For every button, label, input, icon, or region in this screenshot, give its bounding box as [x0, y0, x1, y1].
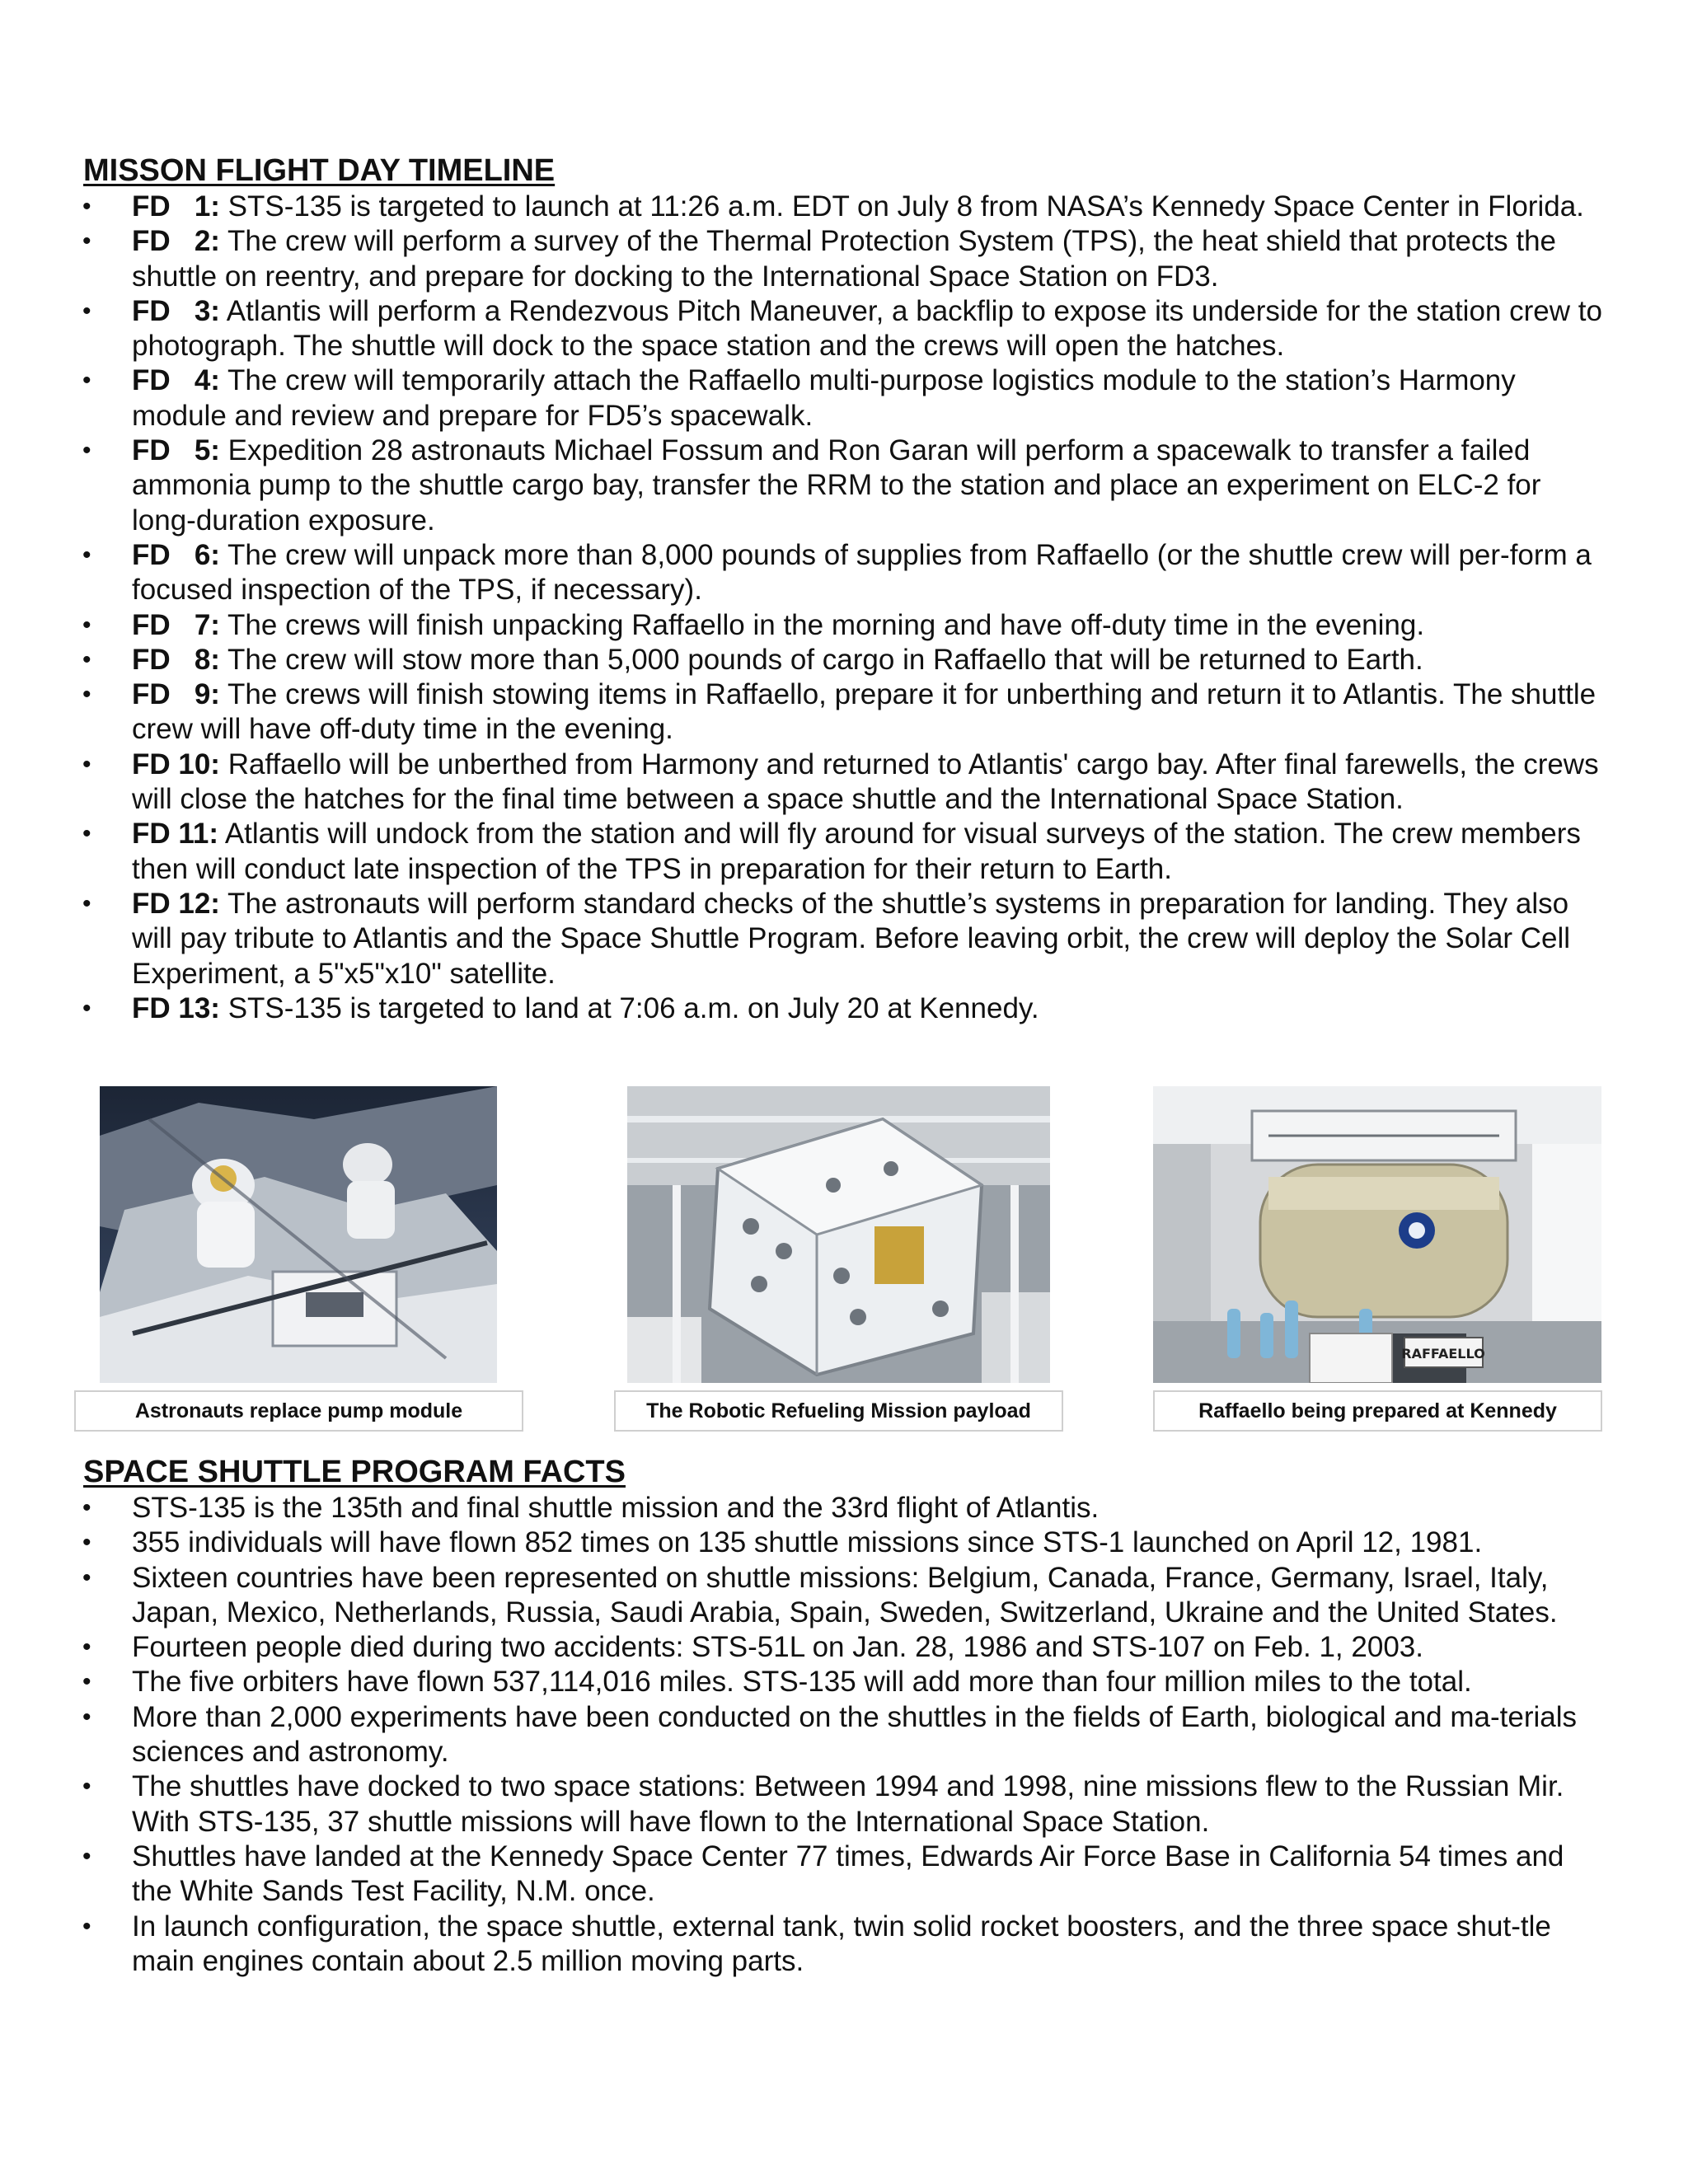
photo-caption: The Robotic Refueling Mission payload: [614, 1390, 1063, 1432]
fd-label: FD 5:: [132, 434, 220, 467]
fd-text: The crew will unpack more than 8,000 pounds of supplies from Raffaello (or the shuttle crew will per-form a focused inspection of the TPS, if necessary).: [132, 538, 1592, 607]
raffaello-photo: [1153, 1086, 1601, 1383]
timeline-heading: MISSON FLIGHT DAY TIMELINE: [83, 153, 556, 188]
fd-label: FD 3:: [132, 294, 220, 327]
fact-item: • Shuttles have landed at the Kennedy Space Center 77 times, Edwards Air Force Base in California 54 times and the White Sands Test Facility, N.M. once.: [0, 1840, 1688, 1910]
timeline-item: [0, 677, 1688, 748]
fact-item: • STS-135 is the 135th and final shuttle mission and the 33rd flight of Atlantis.: [0, 1491, 1688, 1526]
fd-label: FD 6:: [132, 538, 220, 571]
timeline-list: [0, 190, 1688, 1026]
fd-label: FD 7:: [132, 608, 220, 641]
fact-item: • Sixteen countries have been represented on shuttle missions: Belgium, Canada, France, Germany, Israel, Italy, Japan, Mexico, Netherlands, Russia, Saudi Arabia, Spain, Sweden, Switzerland, Ukraine and the United States.: [0, 1561, 1688, 1631]
fd-text: The crew will temporarily attach the Raffaello multi-purpose logistics module to the station’s Harmony module and review and prepare for FD5’s spacewalk.: [132, 364, 1516, 432]
timeline-item: [0, 434, 1688, 538]
timeline-item: [0, 748, 1688, 818]
fd-label: FD 4:: [132, 364, 220, 397]
photo-caption: Astronauts replace pump module: [74, 1390, 523, 1432]
facts-heading: SPACE SHUTTLE PROGRAM FACTS: [83, 1455, 626, 1489]
fd-text: Atlantis will perform a Rendezvous Pitch Maneuver, a backflip to expose its underside for the station crew to photograph. The shuttle will dock to the space station and the crews will open the hatches.: [132, 294, 1602, 363]
fact-item: • The shuttles have docked to two space stations: Between 1994 and 1998, nine missions flew to the Russian Mir. With STS-135, 37 shuttle missions will have flown to the International Space Station.: [0, 1769, 1688, 1840]
facts-list: [0, 1491, 1688, 1979]
timeline-item: [0, 991, 1688, 1026]
raffaello-sign-text: RAFFAELLO: [1401, 1346, 1485, 1361]
fd-label: FD 1:: [132, 190, 220, 223]
spacewalk-photo: [100, 1086, 497, 1383]
timeline-item: [0, 363, 1688, 434]
fd-text: Raffaello will be unberthed from Harmony and returned to Atlantis' cargo bay. After final farewells, the crews will close the hatches for the final time between a space shuttle and the International Space Station.: [132, 748, 1599, 816]
fd-text: The crew will stow more than 5,000 pounds of cargo in Raffaello that will be returned to Earth.: [219, 643, 1423, 676]
fd-text: The crew will perform a survey of the Thermal Protection System (TPS), the heat shield that protects the shuttle on reentry, and prepare for docking to the International Space Station on FD3.: [132, 225, 1557, 293]
fd-text: STS-135 is targeted to launch at 11:26 a.m. EDT on July 8 from NASA’s Kennedy Space Center in Florida.: [219, 190, 1584, 223]
fd-label: FD 13:: [132, 991, 220, 1024]
rrm-payload-photo: [627, 1086, 1050, 1383]
fd-text: The crews will finish stowing items in Raffaello, prepare it for unberthing and return it to Atlantis. The shuttle crew will have off-duty time in the evening.: [132, 678, 1597, 746]
fact-item: • The five orbiters have flown 537,114,016 miles. STS-135 will add more than four million miles to the total.: [0, 1665, 1688, 1699]
fd-label: FD 2:: [132, 225, 220, 258]
fd-text: The crews will finish unpacking Raffaello in the morning and have off-duty time in the evening.: [219, 608, 1425, 641]
timeline-item: [0, 643, 1688, 677]
timeline-item: [0, 608, 1688, 643]
timeline-item: [0, 887, 1688, 991]
fd-text: Expedition 28 astronauts Michael Fossum and Ron Garan will perform a spacewalk to transfer a failed ammonia pump to the shuttle cargo bay, transfer the RRM to the station and place an experiment on ELC-2 for long-duration exposure.: [132, 434, 1541, 537]
timeline-item: [0, 817, 1688, 887]
timeline-item: [0, 294, 1688, 364]
fd-label: FD 12:: [132, 887, 220, 920]
fd-text: STS-135 is targeted to land at 7:06 a.m. on July 20 at Kennedy.: [219, 991, 1039, 1024]
fd-label: FD 11:: [132, 818, 219, 851]
fact-item: • In launch configuration, the space shuttle, external tank, twin solid rocket boosters, and the three space shut-tle main engines contain about 2.5 million moving parts.: [0, 1910, 1688, 1980]
timeline-item: [0, 538, 1688, 608]
timeline-item: [0, 224, 1688, 294]
fd-label: FD 9:: [132, 678, 220, 711]
timeline-item: [0, 190, 1688, 224]
fact-item: • Fourteen people died during two accidents: STS-51L on Jan. 28, 1986 and STS-107 on Feb. 1, 2003.: [0, 1630, 1688, 1665]
photo-caption: Raffaello being prepared at Kennedy: [1153, 1390, 1602, 1432]
fact-item: • 355 individuals will have flown 852 times on 135 shuttle missions since STS-1 launched on April 12, 1981.: [0, 1526, 1688, 1560]
fd-label: FD 8:: [132, 643, 220, 676]
fd-label: FD 10:: [132, 748, 220, 780]
fd-text: The astronauts will perform standard checks of the shuttle’s systems in preparation for landing. They also will pay tribute to Atlantis and the Space Shuttle Program. Before leaving orbit, the crew will deploy the Solar Cell Experiment, a 5"x5"x10" satellite.: [132, 887, 1571, 990]
fact-item: • More than 2,000 experiments have been conducted on the shuttles in the fields of Earth, biological and ma-terials sciences and astronomy.: [0, 1700, 1688, 1770]
fd-text: Atlantis will undock from the station and will fly around for visual surveys of the station. The crew members then will conduct late inspection of the TPS in preparation for their return to Earth.: [132, 818, 1581, 885]
